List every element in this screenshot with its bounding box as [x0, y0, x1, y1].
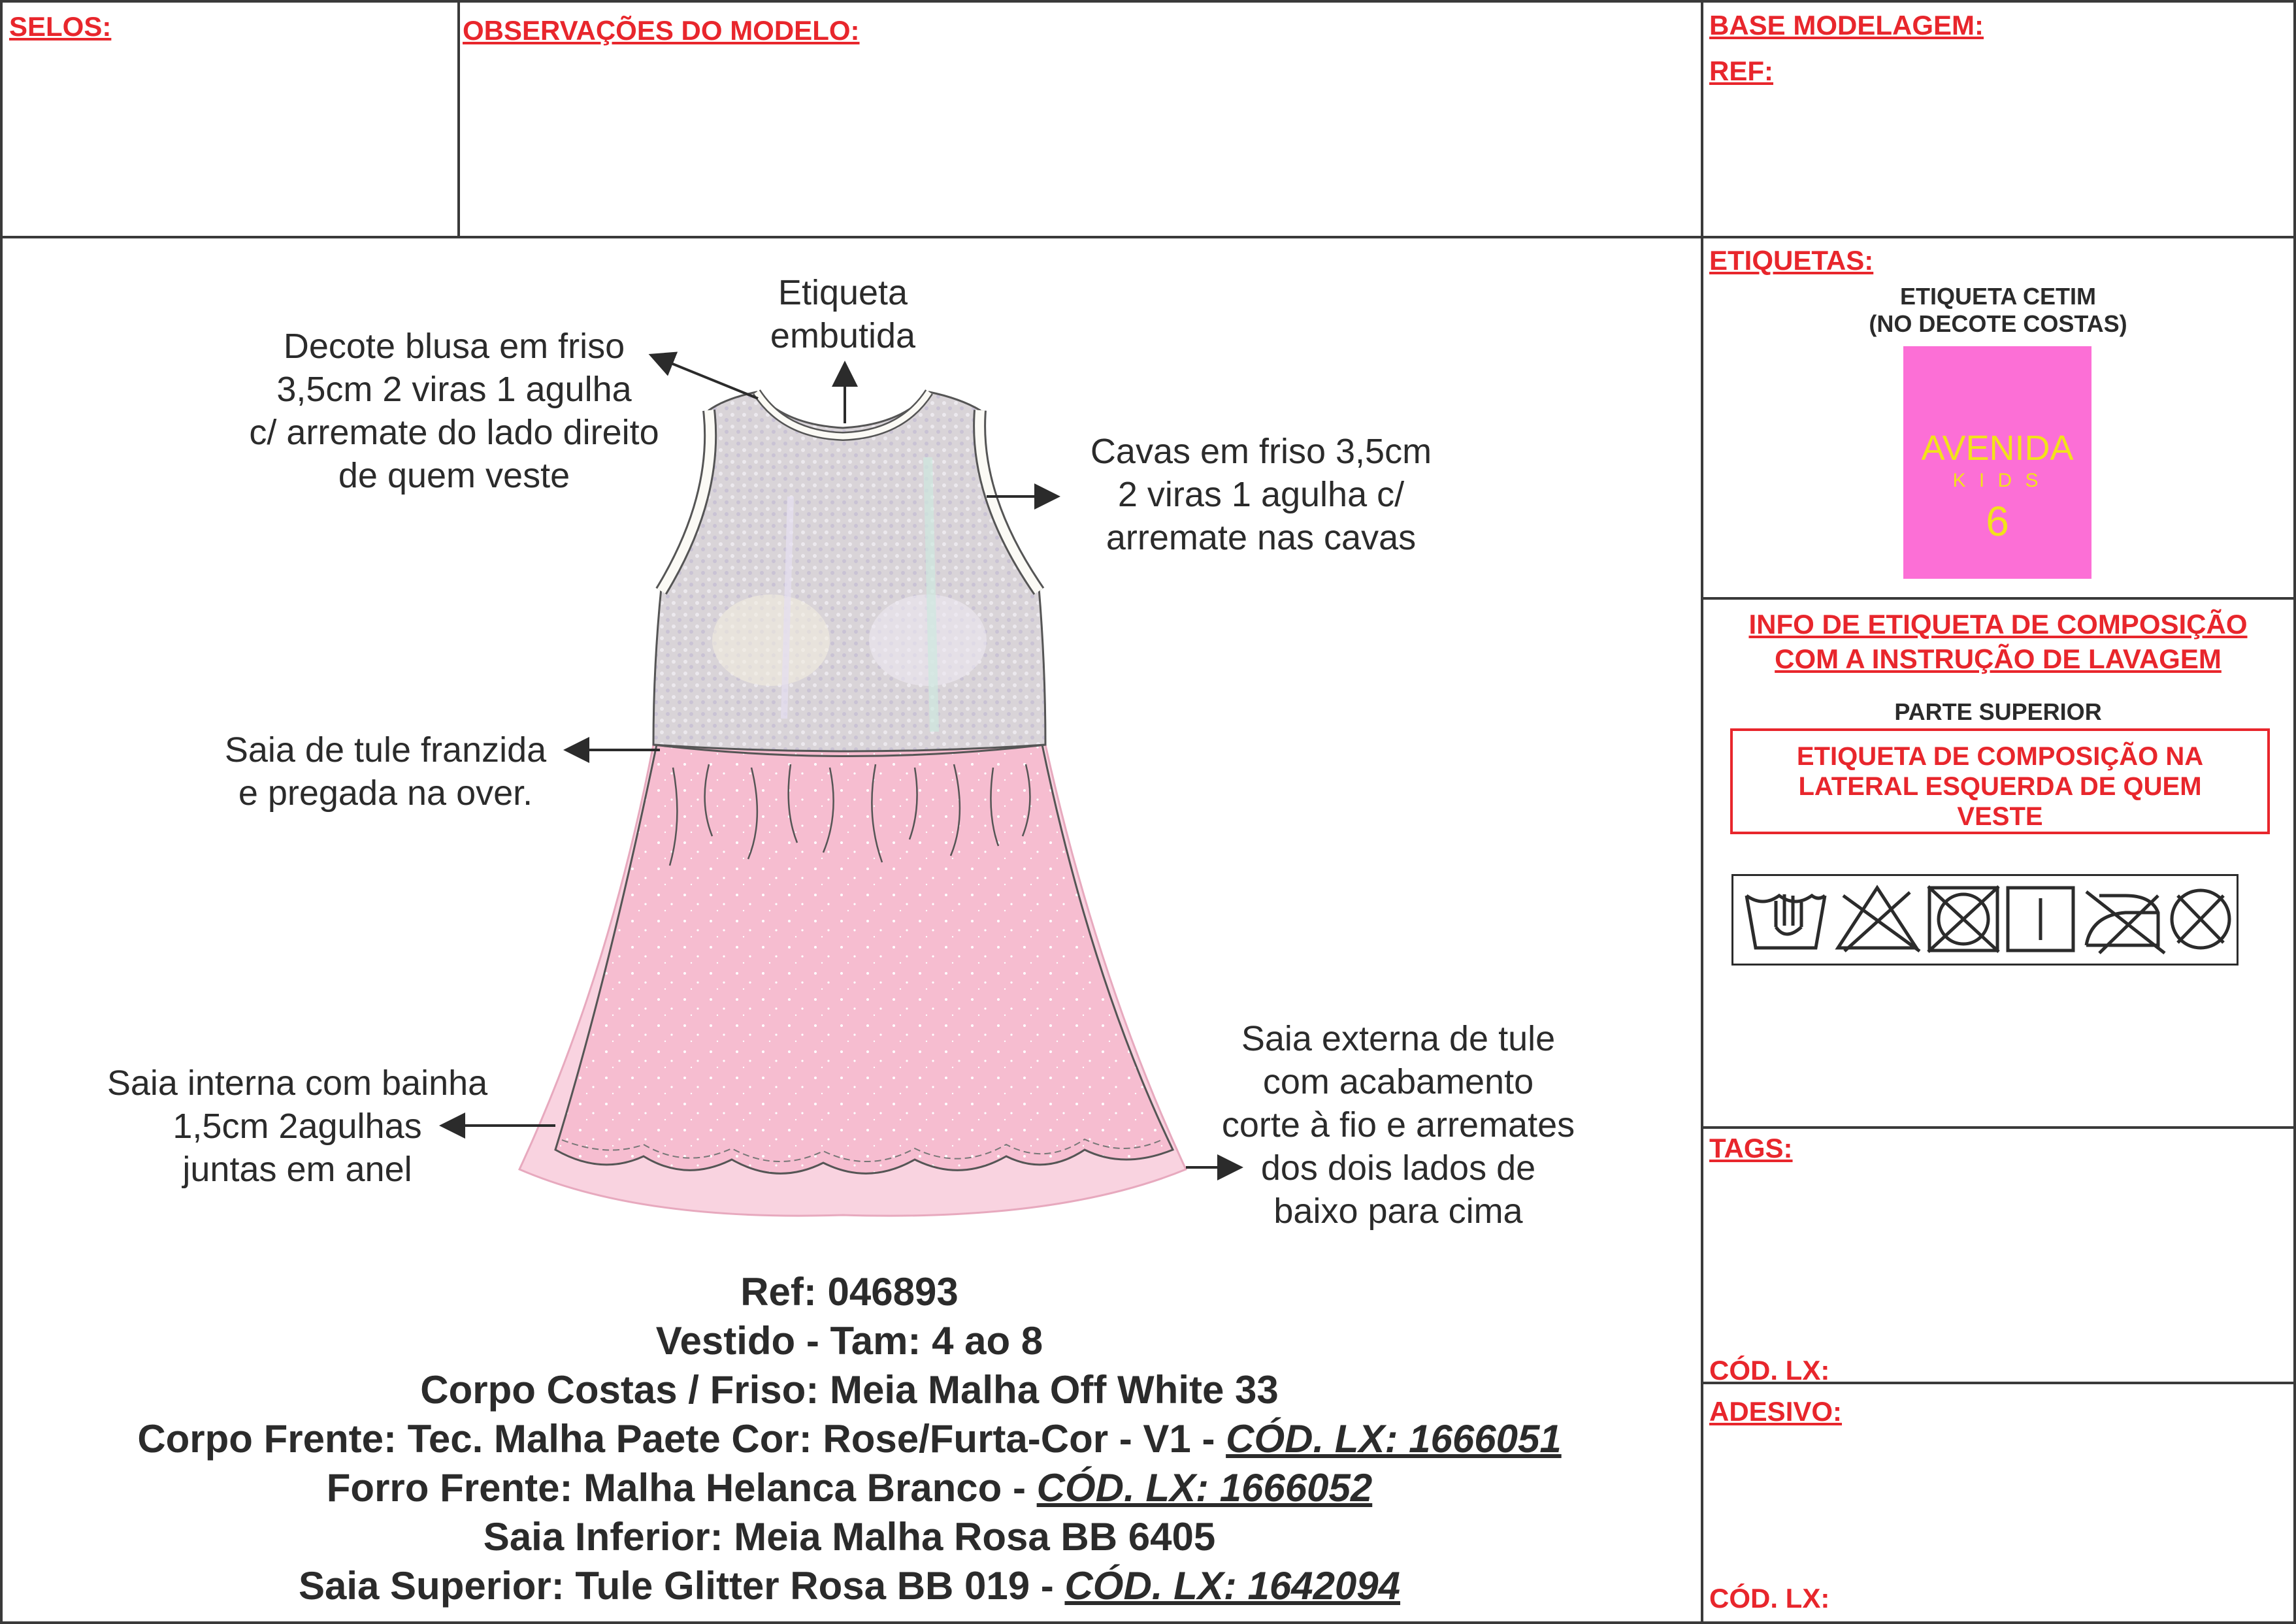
selos-label: SELOS:: [9, 11, 112, 42]
annotation-cavas: Cavas em friso 3,5cm 2 viras 1 agulha c/ arremate nas cavas: [1090, 432, 1432, 557]
no-decote-costas: (NO DECOTE COSTAS): [1869, 310, 2127, 337]
annotation-etiqueta: Etiqueta embutida: [770, 273, 916, 355]
brand-label: [1903, 346, 2091, 579]
spec-ref: Ref: 046893: [740, 1270, 959, 1314]
sidebar-line-1: [1701, 236, 2296, 238]
brand-label-name: AVENIDA: [1921, 429, 2074, 468]
adesivo-label: ADESIVO:: [1709, 1396, 1843, 1427]
care-symbols-svg: [1733, 876, 2237, 964]
annotation-saia-externa: Saia externa de tule com acabamento corte à fio e arremates dos dois lados de baixo para cima: [1221, 1019, 1575, 1231]
tags-label: TAGS:: [1709, 1133, 1793, 1163]
sidebar-line-3: [1701, 1126, 2296, 1129]
annotation-decote: Decote blusa em friso 3,5cm 2 viras 1 agulha c/ arremate do lado direito de quem veste: [249, 327, 659, 495]
no-bleach-icon: [1838, 888, 1920, 951]
line-dry-icon: [2008, 888, 2073, 950]
etiquetas-label: ETIQUETAS:: [1709, 245, 1874, 276]
spec-vestido: Vestido - Tam: 4 ao 8: [655, 1319, 1043, 1363]
spec-forro-frente: Forro Frente: Malha Helanca Branco - CÓD. LX: 1666052: [326, 1466, 1373, 1510]
care-symbols: [1731, 874, 2239, 966]
annotation-saia-interna: Saia interna com bainha 1,5cm 2agulhas juntas em anel: [107, 1064, 488, 1189]
sidebar-divider: [1701, 0, 1703, 1624]
no-tumble-dry-icon: [1928, 886, 1999, 952]
sidebar-line-2: [1701, 597, 2296, 600]
brand-label-sub: K I D S: [1952, 470, 2042, 491]
brand-label-size: 6: [1986, 498, 2009, 545]
no-iron-icon: [2086, 892, 2165, 953]
no-dry-clean-icon: [2172, 890, 2229, 948]
annotation-saia-tule: Saia de tule franzida e pregada na over.: [224, 730, 547, 813]
info-title-1: INFO DE ETIQUETA DE COMPOSIÇÃO: [1748, 609, 2248, 640]
border-right: [2293, 0, 2296, 1624]
etiqueta-cetim: ETIQUETA CETIM: [1900, 283, 2096, 310]
ref-label: REF:: [1709, 56, 1773, 86]
parte-superior: PARTE SUPERIOR: [1894, 698, 2102, 725]
border-bottom: [0, 1621, 2296, 1624]
spec-saia-superior: Saia Superior: Tule Glitter Rosa BB 019 - CÓD. LX: 1642094: [298, 1564, 1401, 1608]
hand-wash-icon: [1747, 894, 1825, 948]
spec-corpo-costas: Corpo Costas / Friso: Meia Malha Off White 33: [420, 1368, 1279, 1412]
cod-lx-tags: CÓD. LX:: [1709, 1355, 1830, 1386]
base-modelagem-label: BASE MODELAGEM:: [1709, 10, 1984, 41]
info-title-2: COM A INSTRUÇÃO DE LAVAGEM: [1775, 643, 2222, 674]
spec-corpo-frente: Corpo Frente: Tec. Malha Paete Cor: Rose/Furta-Cor - V1 - CÓD. LX: 1666051: [137, 1417, 1562, 1461]
observacoes-label: OBSERVAÇÕES DO MODELO:: [463, 15, 860, 46]
cod-lx-adesivo: CÓD. LX:: [1709, 1583, 1830, 1614]
inner-skirt: [555, 745, 1173, 1173]
composition-box: ETIQUETA DE COMPOSIÇÃO NA LATERAL ESQUERDA DE QUEM VESTE: [1730, 728, 2270, 834]
spec-saia-inferior: Saia Inferior: Meia Malha Rosa BB 6405: [483, 1515, 1216, 1559]
